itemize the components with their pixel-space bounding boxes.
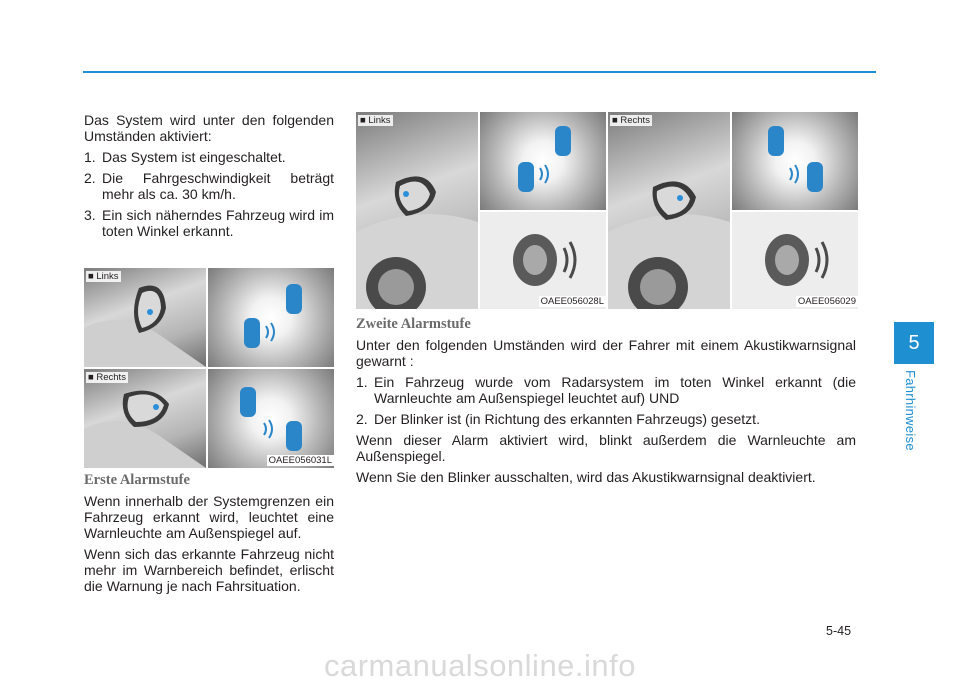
list-text: Ein sich näherndes Fahrzeug wird im toten Winkel erkannt. bbox=[102, 207, 334, 239]
page-number: 5-45 bbox=[826, 624, 852, 638]
radar-image bbox=[732, 112, 858, 210]
radar-image bbox=[480, 112, 606, 210]
mirror-illustration-icon bbox=[84, 369, 206, 468]
mirror-image bbox=[608, 112, 730, 309]
car-side-illustration-icon bbox=[356, 112, 478, 309]
blind-spot-vehicles-icon bbox=[480, 112, 606, 210]
list-text: Ein Fahrzeug wurde vom Radarsystem im toten Winkel erkannt (die Warnleuchte am Außenspiegel leuchtet auf) UND bbox=[374, 374, 856, 406]
speaker-image bbox=[732, 212, 858, 309]
second-alarm-section bbox=[356, 316, 856, 490]
paragraph: Wenn Sie den Blinker ausschalten, wird das Akustikwarnsignal deaktiviert. bbox=[356, 469, 816, 485]
figure-label-rechts: ■ Rechts bbox=[612, 115, 650, 126]
section-heading: Zweite Alarmstufe bbox=[356, 316, 471, 332]
list-item bbox=[356, 374, 856, 406]
list-item bbox=[84, 170, 334, 202]
figure-label-links: ■ Links bbox=[88, 271, 119, 282]
figure-rechts bbox=[608, 112, 858, 309]
speaker-image bbox=[480, 212, 606, 309]
speaker-icon bbox=[732, 212, 858, 309]
list-number: 2. bbox=[84, 170, 96, 186]
list-number: 3. bbox=[84, 207, 96, 223]
list-item bbox=[84, 207, 334, 239]
figure-code: OAEE056028L bbox=[540, 296, 604, 307]
first-alarm-section bbox=[84, 472, 334, 599]
list-text: Die Fahrgeschwindigkeit beträgt mehr als ca. 30 km/h. bbox=[102, 170, 334, 202]
chapter-title-text: Fahrhinweise bbox=[903, 370, 918, 451]
speaker-icon bbox=[480, 212, 606, 309]
radar-image-right bbox=[208, 369, 334, 468]
list-item bbox=[356, 411, 856, 427]
paragraph: Wenn dieser Alarm aktiviert wird, blinkt außerdem die Warnleuchte am Außenspiegel. bbox=[356, 432, 856, 464]
watermark: carmanualsonline.info bbox=[323, 648, 637, 683]
intro-text: Unter den folgenden Umständen wird der Fahrer mit einem Akustikwarnsignal gewarnt : bbox=[356, 337, 856, 369]
figure-label-rechts: ■ Rechts bbox=[88, 372, 126, 383]
mirror-image-left bbox=[84, 268, 206, 367]
mirror-image bbox=[356, 112, 478, 309]
chapter-title bbox=[898, 370, 922, 460]
blind-spot-vehicles-icon bbox=[732, 112, 858, 210]
section-heading: Erste Alarmstufe bbox=[84, 472, 190, 488]
figure-code: OAEE056031L bbox=[268, 455, 332, 466]
figure-code: OAEE056029 bbox=[797, 296, 856, 307]
paragraph: Wenn sich das erkannte Fahrzeug nicht mehr im Warnbereich befindet, erlischt die Warnung je nach Fahrsituation. bbox=[84, 546, 334, 594]
car-side-illustration-icon bbox=[608, 112, 730, 309]
mirror-illustration-icon bbox=[84, 268, 206, 367]
list-text: Das System ist eingeschaltet. bbox=[102, 149, 286, 165]
figure-links bbox=[356, 112, 606, 309]
chapter-number-tab: 5 bbox=[894, 322, 934, 364]
intro-text: Das System wird unter den folgenden Umständen aktiviert: bbox=[84, 112, 334, 144]
header-rule bbox=[83, 71, 876, 73]
list-number: 2. bbox=[356, 411, 368, 427]
paragraph: Wenn innerhalb der Systemgrenzen ein Fahrzeug erkannt wird, leuchtet eine Warnleuchte am Außenspiegel auf. bbox=[84, 493, 334, 541]
figure-label-links: ■ Links bbox=[360, 115, 391, 126]
list-number: 1. bbox=[356, 374, 368, 390]
left-column bbox=[84, 112, 334, 244]
list-number: 1. bbox=[84, 149, 96, 165]
blind-spot-vehicles-icon bbox=[208, 369, 334, 468]
list-item bbox=[84, 149, 334, 165]
figure-first-alarm bbox=[84, 268, 334, 468]
blind-spot-vehicles-icon bbox=[208, 268, 334, 367]
mirror-image-right bbox=[84, 369, 206, 468]
radar-image-left bbox=[208, 268, 334, 367]
list-text: Der Blinker ist (in Richtung des erkannten Fahrzeugs) gesetzt. bbox=[374, 411, 760, 427]
